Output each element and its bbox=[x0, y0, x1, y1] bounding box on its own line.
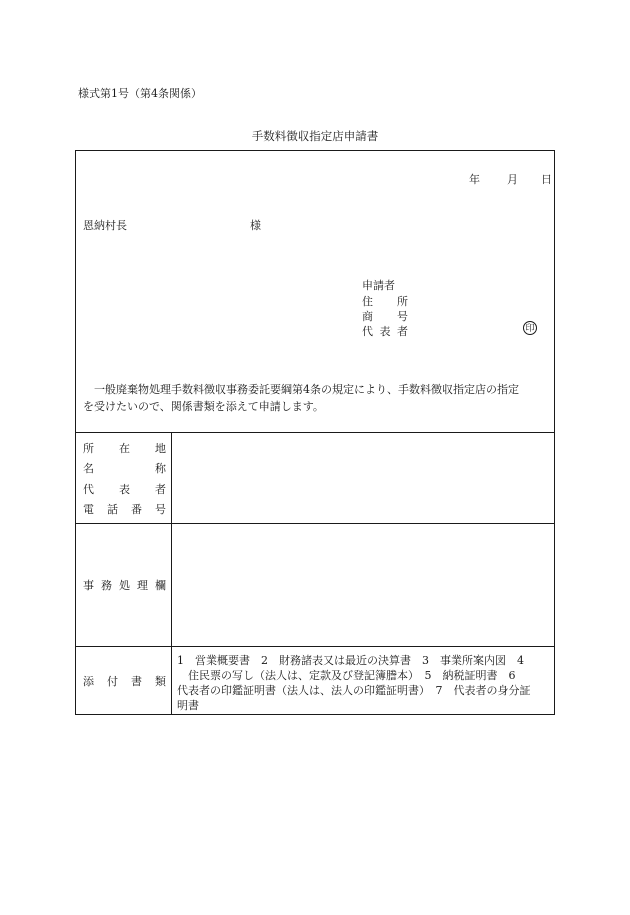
name-label: 名 称 bbox=[83, 462, 166, 475]
application-statement: 一般廃棄物処理手数料徴収事務委託要綱第4条の規定により、手数料徴収指定店の指定 を受けたいので、関係書類を添えて申請します。 bbox=[83, 383, 519, 413]
addressee-name: 恩納村長 bbox=[83, 219, 127, 232]
attachments-label: 添 付 書 類 bbox=[83, 675, 166, 688]
column-divider bbox=[171, 432, 172, 715]
form-title: 手数料徴収指定店申請書 bbox=[251, 129, 379, 143]
seal-mark-icon: 印 bbox=[523, 321, 537, 335]
application-form bbox=[75, 150, 555, 715]
divider bbox=[76, 523, 554, 524]
office-use-label: 事 務 処 理 欄 bbox=[83, 579, 166, 592]
date-year-label: 年 bbox=[469, 173, 480, 186]
date-day-label: 日 bbox=[541, 173, 552, 186]
date-month-label: 月 bbox=[507, 173, 518, 186]
applicant-trade-name-label: 商 号 bbox=[362, 310, 408, 323]
divider bbox=[76, 646, 554, 647]
applicant-address-label: 住 所 bbox=[362, 295, 408, 308]
addressee-honorific: 様 bbox=[250, 219, 261, 232]
attachments-list: 1 営業概要書 2 財務諸表又は最近の決算書 3 事業所案内図 4 住民票の写し（法人は、定款及び登記簿謄本） 5 納税証明書 6 代表者の印鑑証明書（法人は、法人の印鑑証明書） 7 代表者の身分証 明書 bbox=[177, 654, 531, 712]
applicant-heading: 申請者 bbox=[362, 279, 395, 292]
form-number: 様式第1号（第4条関係） bbox=[78, 87, 202, 100]
applicant-representative-label: 代 表 者 bbox=[362, 325, 408, 338]
representative-label: 代 表 者 bbox=[83, 483, 166, 496]
location-label: 所 在 地 bbox=[83, 442, 166, 455]
divider bbox=[76, 432, 554, 433]
phone-number-label: 電 話 番 号 bbox=[83, 503, 166, 516]
